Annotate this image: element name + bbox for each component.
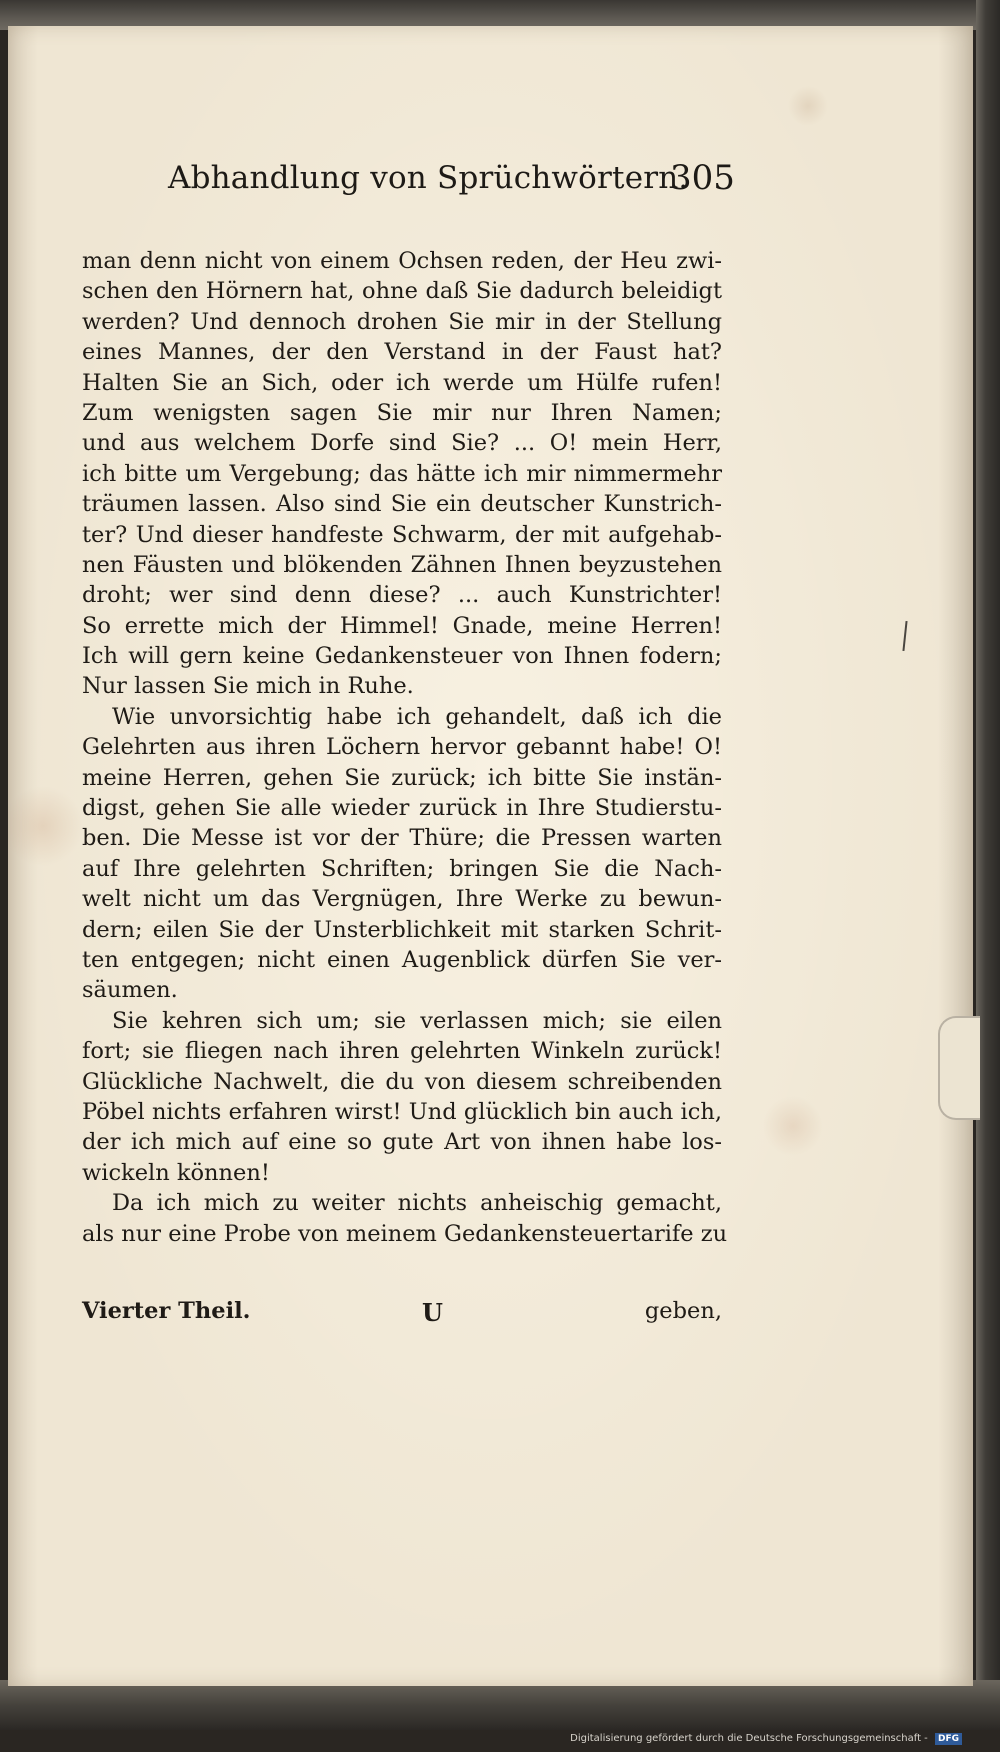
text-line: dern; eilen Sie der Unsterblichkeit mit starken Schrit-	[82, 916, 722, 943]
text-line: ich bitte um Vergebung; das hätte ich mir nimmermehr	[82, 460, 722, 487]
signature-letter: U	[422, 1298, 443, 1327]
text-line: Sie kehren sich um; sie verlassen mich; sie eilen	[112, 1007, 722, 1034]
text-line: So errette mich der Himmel! Gnade, meine Herren!	[82, 612, 722, 639]
text-line: Nur lassen Sie mich in Ruhe.	[82, 673, 414, 700]
text-line: ter? Und dieser handfeste Schwarm, der mit aufgehab-	[82, 521, 722, 548]
text-line: fort; sie fliegen nach ihren gelehrten Winkeln zurück!	[82, 1038, 722, 1065]
page-footer	[82, 1298, 722, 1332]
page-number: 305	[670, 158, 735, 198]
text-line: Gelehrten aus ihren Löchern hervor gebannt habe! O!	[82, 734, 722, 761]
text-line: der ich mich auf eine so gute Art von ihnen habe los-	[82, 1129, 722, 1156]
text-line: man denn nicht von einem Ochsen reden, der Heu zwi-	[82, 248, 722, 274]
text-line: ten entgegen; nicht einen Augenblick dürfen Sie ver-	[82, 946, 722, 973]
text-line: wickeln können!	[82, 1159, 270, 1186]
text-line: eines Mannes, der den Verstand in der Faust hat?	[82, 339, 722, 366]
text-line: als nur eine Probe von meinem Gedankensteuertarife zu	[82, 1220, 728, 1247]
binding-bottom-edge	[0, 1680, 1000, 1730]
text-line: Wie unvorsichtig habe ich gehandelt, daß ich die	[112, 703, 722, 730]
text-line: werden? Und dennoch drohen Sie mir in der Stellung	[82, 308, 722, 335]
text-line: nen Fäusten und blökenden Zähnen Ihnen beyzustehen	[82, 551, 722, 578]
text-line: auf Ihre gelehrten Schriften; bringen Sie die Nach-	[82, 855, 722, 882]
credit-text: Digitalisierung gefördert durch die Deutsche Forschungsgemeinschaft -	[570, 1733, 928, 1744]
text-line: Da ich mich zu weiter nichts anheischig gemacht,	[112, 1190, 722, 1217]
page-edge-tab	[938, 1016, 980, 1120]
text-line: welt nicht um das Vergnügen, Ihre Werke zu bewun-	[82, 886, 722, 913]
running-title: Abhandlung von Sprüchwörtern.	[168, 160, 689, 196]
text-line: und aus welchem Dorfe sind Sie? ... O! mein Herr,	[82, 430, 722, 457]
text-line: Ich will gern keine Gedankensteuer von Ihnen fodern;	[82, 643, 722, 670]
digitization-credit	[570, 1733, 962, 1745]
text-line: schen den Hörnern hat, ohne daß Sie dadurch beleidigt	[82, 278, 722, 305]
dfg-logo: DFG	[935, 1733, 962, 1745]
catchword: geben,	[644, 1298, 722, 1324]
text-line: Glückliche Nachwelt, die du von diesem schreibenden	[82, 1068, 722, 1095]
page-header	[168, 152, 735, 212]
paper-page	[8, 26, 973, 1686]
text-line: träumen lassen. Also sind Sie ein deutscher Kunstrich-	[82, 491, 722, 518]
text-line: Pöbel nichts erfahren wirst! Und glücklich bin auch ich,	[82, 1098, 722, 1125]
text-line: Zum wenigsten sagen Sie mir nur Ihren Namen;	[82, 399, 722, 426]
body-text	[82, 246, 728, 1249]
binding-right-edge	[976, 0, 1000, 1720]
pencil-mark	[902, 621, 907, 651]
text-line: meine Herren, gehen Sie zurück; ich bitte Sie instän-	[82, 764, 722, 791]
signature-mark: Vierter Theil.	[82, 1298, 251, 1324]
text-line: Halten Sie an Sich, oder ich werde um Hülfe rufen!	[82, 369, 722, 396]
text-line: digst, gehen Sie alle wieder zurück in Ihre Studierstu-	[82, 795, 722, 822]
text-line: säumen.	[82, 977, 178, 1004]
text-line: ben. Die Messe ist vor der Thüre; die Pressen warten	[82, 825, 722, 852]
text-line: droht; wer sind denn diese? ... auch Kunstrichter!	[82, 582, 722, 609]
